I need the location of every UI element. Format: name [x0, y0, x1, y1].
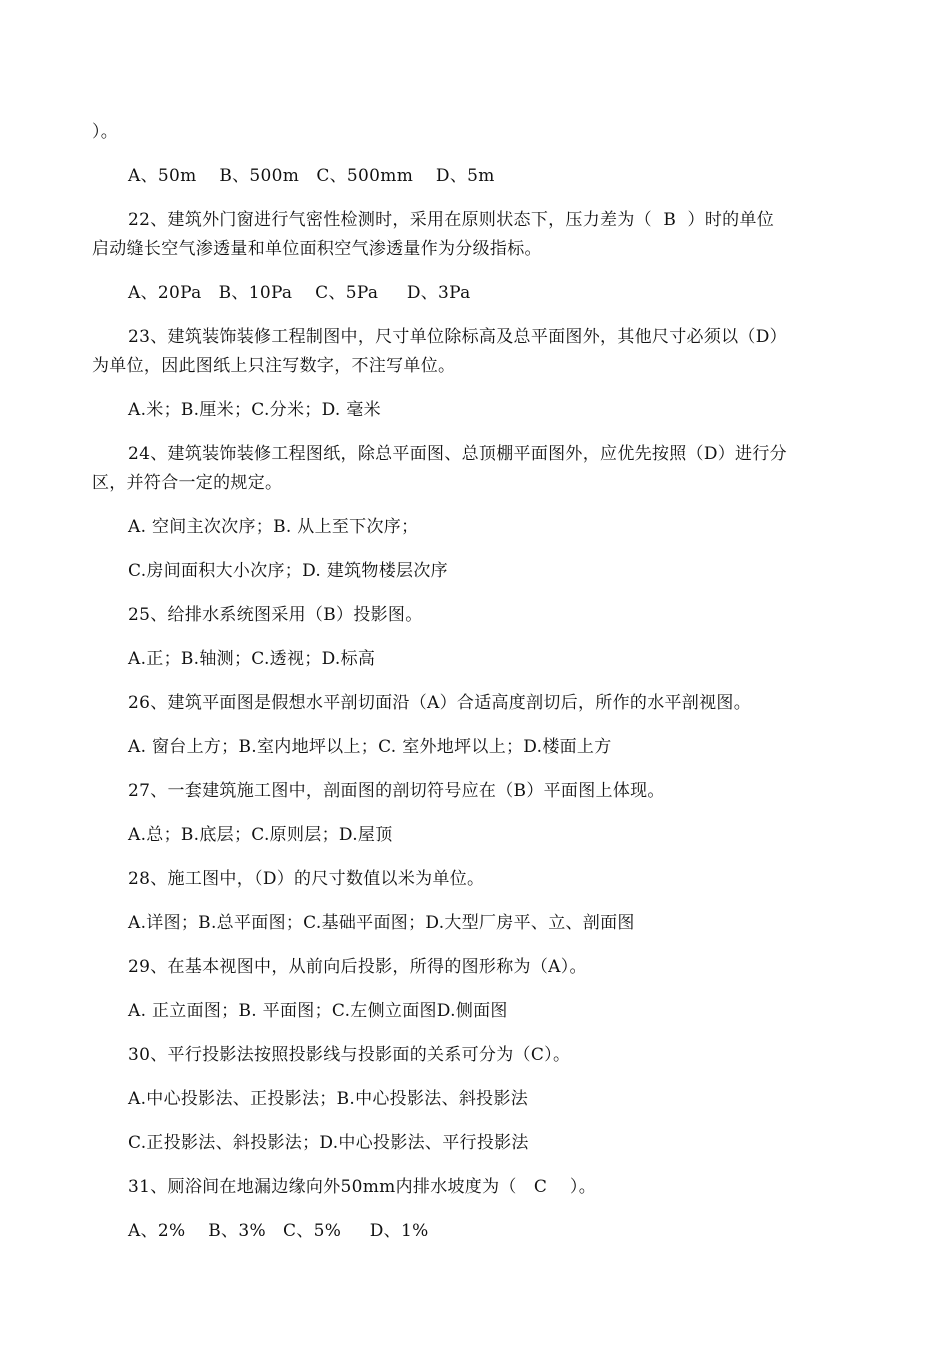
answer-options-30-line2: C.正投影法、斜投影法；D.中心投影法、平行投影法	[128, 1133, 529, 1153]
question-24-continued: 区，并符合一定的规定。	[92, 473, 283, 493]
answer-options-25: A.正；B.轴测；C.透视；D.标高	[128, 649, 376, 669]
question-26: 26、建筑平面图是假想水平剖切面沿（A）合适高度剖切后，所作的水平剖视图。	[128, 693, 752, 713]
answer-options-24-line2: C.房间面积大小次序；D. 建筑物楼层次序	[128, 561, 448, 581]
answer-options-29: A. 正立面图；B. 平面图；C.左侧立面图D.侧面图	[128, 1001, 508, 1021]
answer-options-31: A、2% B、3% C、5% D、1%	[128, 1221, 429, 1241]
answer-options-27: A.总；B.底层；C.原则层；D.屋顶	[128, 825, 393, 845]
question-28: 28、施工图中，（D）的尺寸数值以米为单位。	[128, 869, 485, 889]
answer-options-28: A.详图；B.总平面图；C.基础平面图；D.大型厂房平、立、剖面图	[128, 913, 635, 933]
question-22: 22、建筑外门窗进行气密性检测时，采用在原则状态下，压力差为（ B ）时的单位	[128, 210, 775, 230]
answer-options-23: A.米；B.厘米；C.分米；D. 毫米	[128, 400, 381, 420]
question-22-continued: 启动缝长空气渗透量和单位面积空气渗透量作为分级指标。	[92, 239, 542, 259]
question-25: 25、给排水系统图采用（B）投影图。	[128, 605, 423, 625]
question-23-continued: 为单位，因此图纸上只注写数字，不注写单位。	[92, 356, 456, 376]
answer-options-24-line1: A. 空间主次次序；B. 从上至下次序；	[128, 517, 419, 537]
question-24: 24、建筑装饰装修工程图纸，除总平面图、总顶棚平面图外，应优先按照（D）进行分	[128, 444, 787, 464]
answer-options-21: A、50m B、500m C、500mm D、5m	[128, 166, 495, 186]
answer-options-26: A. 窗台上方；B.室内地坪以上；C. 室外地坪以上；D.楼面上方	[128, 737, 612, 757]
question-23: 23、建筑装饰装修工程制图中，尺寸单位除标高及总平面图外，其他尺寸必须以（D）	[128, 327, 787, 347]
question-27: 27、一套建筑施工图中，剖面图的剖切符号应在（B）平面图上体现。	[128, 781, 665, 801]
answer-options-22: A、20Pa B、10Pa C、5Pa D、3Pa	[128, 283, 471, 303]
question-31: 31、厕浴间在地漏边缘向外50mm内排水坡度为（ C ）。	[128, 1177, 597, 1197]
question-30: 30、平行投影法按照投影线与投影面的关系可分为（C）。	[128, 1045, 571, 1065]
text-line: ）。	[92, 122, 119, 142]
question-29: 29、在基本视图中，从前向后投影，所得的图形称为（A）。	[128, 957, 587, 977]
answer-options-30-line1: A.中心投影法、正投影法；B.中心投影法、斜投影法	[128, 1089, 529, 1109]
